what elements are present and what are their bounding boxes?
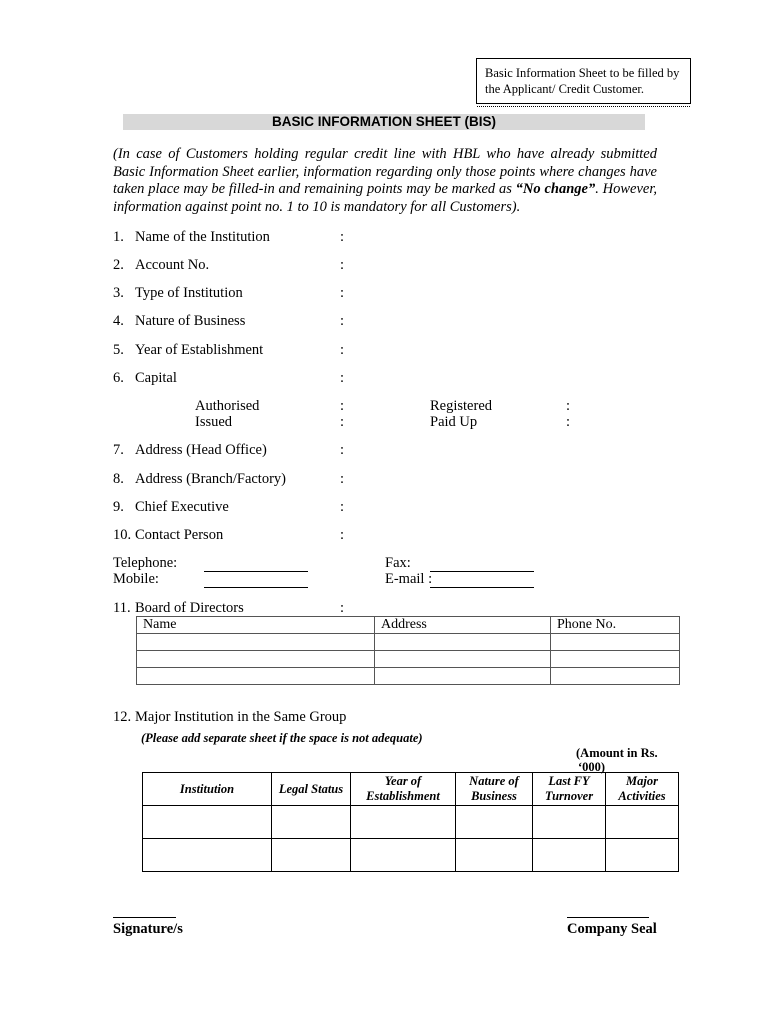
item-colon: : [340,600,345,616]
item-label: Board of Directors [135,600,244,616]
item-colon: : [340,527,345,543]
item-4 [113,313,245,330]
capital-colon: : [340,398,345,414]
group-institutions-table [142,772,679,872]
item-label: Nature of Business [135,313,246,329]
table-cell[interactable] [143,839,272,872]
item-9 [113,499,229,516]
intro-paragraph [113,146,657,216]
item-label: Capital [135,370,177,386]
item-label: Major Institution in the Same Group [135,709,347,725]
item-12 [113,709,346,726]
intro-emphasis: “No change” [515,181,596,197]
item-11 [113,600,244,617]
table-cell[interactable] [551,634,680,651]
item-colon: : [340,499,345,515]
item-number: 7. [113,442,124,458]
capital-paidup-label: Paid Up [430,414,478,430]
table-cell[interactable] [137,634,375,651]
table-cell[interactable] [272,806,351,839]
group-header-institution [143,773,272,806]
item-label: Name of the Institution [135,229,270,245]
group-header-turnover [533,773,606,806]
header-text: Institution [179,781,235,796]
header-text: Establishment [366,789,440,803]
item-colon: : [340,313,345,329]
item-8 [113,471,286,488]
table-cell[interactable] [137,651,375,668]
intro-part-2: . However, information against point no. 1 to 10 is mandatory for all Customers). [113,181,657,215]
table-cell[interactable] [551,651,680,668]
table-cell[interactable] [351,839,456,872]
group-note: (Please add separate sheet if the space is not adequate) [141,731,423,745]
header-text: Activities [618,789,666,803]
header-text: Legal Status [278,781,344,796]
item-colon: : [340,442,345,458]
header-text: Year of [384,774,422,788]
board-header-name: Name [137,617,375,634]
table-cell[interactable] [272,839,351,872]
table-cell[interactable] [606,806,679,839]
board-header-address: Address [375,617,551,634]
table-cell[interactable] [551,668,680,685]
header-text: Last FY [548,774,590,788]
signature-line[interactable] [113,917,176,918]
group-header-legal-status [272,773,351,806]
group-header-nature [456,773,533,806]
item-number: 10. [113,527,132,543]
mobile-field[interactable] [204,587,308,588]
email-label: E-mail : [385,571,433,587]
item-label: Account No. [135,257,210,273]
item-label: Contact Person [135,527,224,543]
item-6 [113,370,177,387]
email-field[interactable] [430,587,534,588]
item-2 [113,257,209,274]
item-number: 8. [113,471,124,487]
table-row [137,634,680,651]
table-cell[interactable] [533,806,606,839]
telephone-field[interactable] [204,571,308,572]
item-1 [113,229,270,246]
header-text: Major [626,774,658,788]
telephone-label: Telephone: [113,555,178,571]
table-row [137,651,680,668]
capital-issued-label: Issued [195,414,233,430]
note-line-2: the Applicant/ Credit Customer. [485,82,645,96]
note-divider [477,106,690,107]
seal-line[interactable] [567,917,649,918]
mobile-label: Mobile: [113,571,159,587]
item-colon: : [340,285,345,301]
capital-colon: : [340,414,345,430]
amount-note-line-2: ‘000) [578,760,606,774]
item-colon: : [340,370,345,386]
board-header-phone: Phone No. [551,617,680,634]
item-number: 9. [113,499,124,515]
group-header-activities [606,773,679,806]
table-cell[interactable] [375,668,551,685]
item-colon: : [340,471,345,487]
table-cell[interactable] [456,839,533,872]
item-number: 5. [113,342,124,358]
header-text: Nature of [469,774,519,788]
item-label: Chief Executive [135,499,229,515]
item-label: Type of Institution [135,285,243,301]
note-line-1: Basic Information Sheet to be filled by [485,66,680,80]
capital-authorised-label: Authorised [195,398,260,414]
item-3 [113,285,243,302]
company-seal-label: Company Seal [567,921,657,937]
item-label: Year of Establishment [135,342,264,358]
item-colon: : [340,257,345,273]
table-cell[interactable] [375,651,551,668]
item-number: 4. [113,313,124,329]
item-number: 1. [113,229,124,245]
item-7 [113,442,267,459]
table-cell[interactable] [351,806,456,839]
item-number: 12. [113,709,132,725]
item-number: 6. [113,370,124,386]
capital-colon: : [566,414,571,430]
table-cell[interactable] [606,839,679,872]
item-number: 2. [113,257,124,273]
header-text: Business [471,789,517,803]
group-header-year [351,773,456,806]
table-cell[interactable] [137,668,375,685]
table-cell[interactable] [375,634,551,651]
fax-field[interactable] [430,571,534,572]
capital-registered-label: Registered [430,398,493,414]
item-5 [113,342,263,359]
header-text: Turnover [544,789,594,803]
table-row [137,668,680,685]
item-colon: : [340,229,345,245]
item-10 [113,527,223,544]
page-title: BASIC INFORMATION SHEET (BIS) [123,114,645,130]
signature-label: Signature/s [113,921,183,937]
item-number: 3. [113,285,124,301]
table-cell[interactable] [456,806,533,839]
instruction-note-box [476,58,691,104]
amount-note-line-1: (Amount in Rs. [576,746,658,760]
board-of-directors-table [136,616,680,685]
table-row [143,806,679,839]
item-colon: : [340,342,345,358]
capital-colon: : [566,398,571,414]
intro-part-1: (In case of Customers holding regular credit line with HBL who have already submitted Basic Information Sheet earlier, information regarding only those points where changes have taken place may be filled-in and remaining points may be marked as [113,146,657,197]
item-label: Address (Head Office) [135,442,267,458]
table-row [143,839,679,872]
table-cell[interactable] [533,839,606,872]
table-cell[interactable] [143,806,272,839]
item-number: 11. [113,600,131,616]
fax-label: Fax: [385,555,411,571]
item-label: Address (Branch/Factory) [135,471,286,487]
